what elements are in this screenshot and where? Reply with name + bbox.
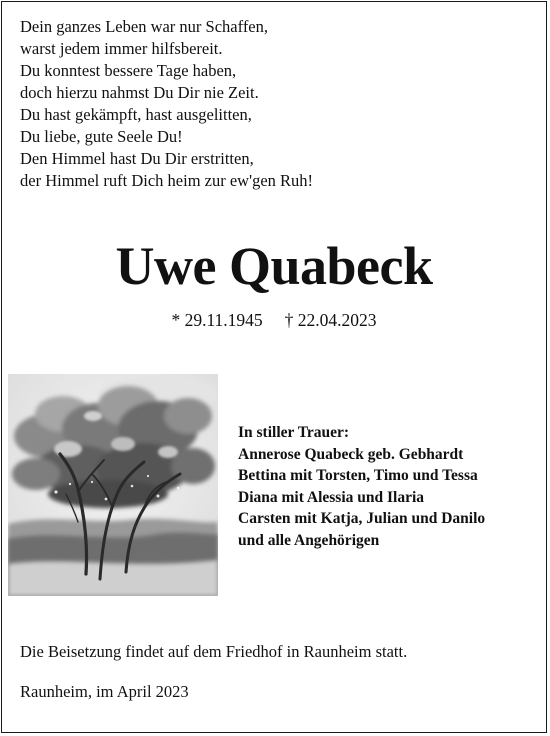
mourner-line: und alle Angehörigen: [238, 531, 380, 549]
death-date: † 22.04.2023: [284, 310, 377, 330]
mourners-list: [238, 422, 485, 551]
poem-line: Dein ganzes Leben war nur Schaffen,: [20, 17, 269, 36]
poem-line: doch hierzu nahmst Du Dir nie Zeit.: [20, 83, 259, 102]
mourners-heading: In stiller Trauer:: [238, 424, 350, 441]
mourner-line: Diana mit Alessia und Ilaria: [238, 488, 425, 506]
obituary-notice: [1, 1, 547, 733]
mourner-line: Annerose Quabeck geb. Gebhardt: [238, 445, 464, 463]
poem-line: warst jedem immer hilfsbereit.: [20, 39, 223, 58]
birth-date: * 29.11.1945: [171, 310, 263, 330]
funeral-note: Die Beisetzung findet auf dem Friedhof in Raunheim statt.: [20, 642, 408, 661]
tree-illustration-icon: [8, 374, 218, 596]
poem-line: der Himmel ruft Dich heim zur ew'gen Ruh!: [20, 171, 314, 190]
poem-line: Du konntest bessere Tage haben,: [20, 61, 237, 80]
mourner-line: Carsten mit Katja, Julian und Danilo: [238, 510, 486, 527]
place-date: Raunheim, im April 2023: [20, 682, 189, 701]
poem: [20, 16, 313, 192]
poem-line: Du liebe, gute Seele Du!: [20, 127, 183, 146]
deceased-name: Uwe Quabeck: [115, 236, 433, 296]
mourner-line: Bettina mit Torsten, Timo und Tessa: [238, 467, 478, 484]
life-dates: [2, 310, 546, 331]
poem-line: Den Himmel hast Du Dir erstritten,: [20, 149, 254, 168]
poem-line: Du hast gekämpft, hast ausgelitten,: [20, 105, 252, 124]
